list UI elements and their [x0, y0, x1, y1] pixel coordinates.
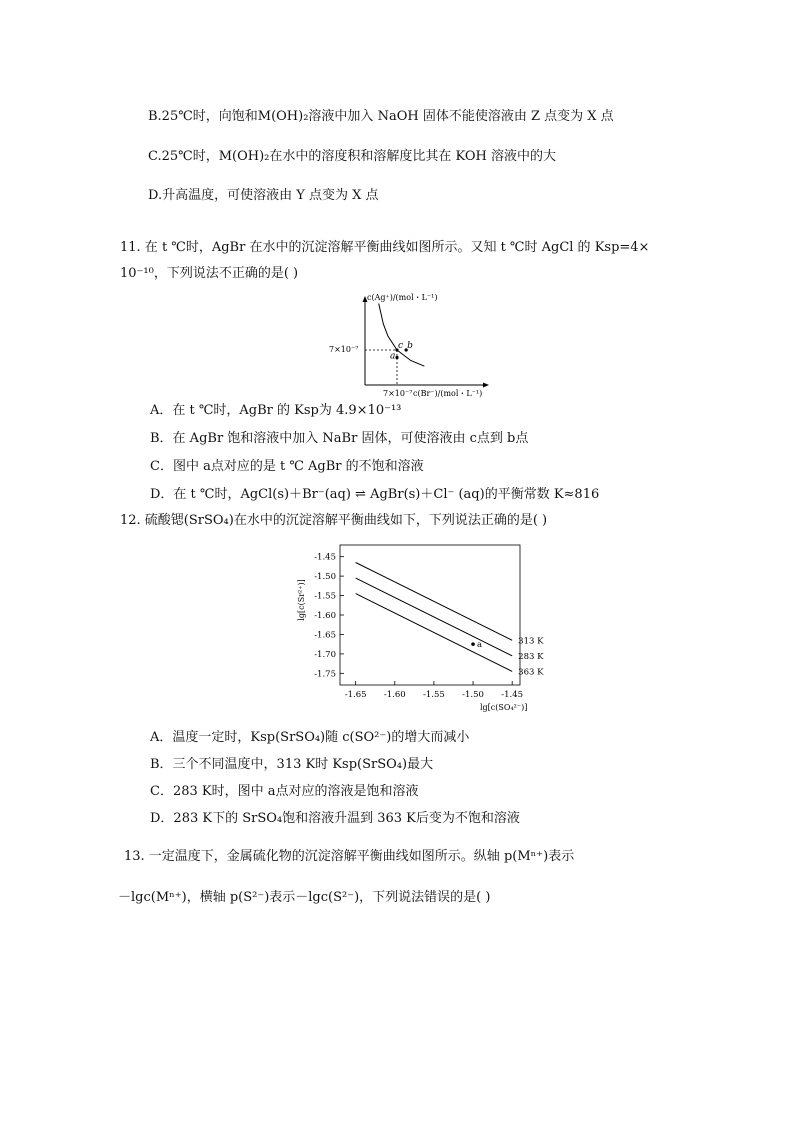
q12-y-tick-label: -1.55 — [314, 591, 336, 602]
q12-option-a: A．温度一定时，Ksp(SrSO₄)随 c(SO²⁻)的增大而减小 — [150, 730, 470, 745]
q12-point-a — [471, 642, 475, 646]
q12-y-tick-label: -1.50 — [314, 572, 336, 583]
q11-x-axis-label: c(Br⁻)/(mol・L⁻¹) — [413, 389, 483, 398]
q12-option-b: B．三个不同温度中，313 K时 Ksp(SrSO₄)最大 — [150, 757, 434, 772]
q12-srso4-chart — [290, 540, 544, 715]
prev-option-d: D.升高温度，可使溶液由 Y 点变为 X 点 — [148, 188, 379, 203]
q12-line-283k — [356, 578, 513, 656]
q12-y-tick-label: -1.75 — [314, 669, 336, 680]
q12-option-c: C．283 K时，图中 a点对应的溶液是饱和溶液 — [150, 784, 419, 799]
q11-point-label-c: c — [398, 341, 404, 351]
q11-option-b: B．在 AgBr 饱和溶液中加入 NaBr 固体，可使溶液由 c点到 b点 — [150, 431, 529, 446]
q12-x-axis-label: lg[c(SO₄²⁻)] — [480, 703, 528, 712]
prev-option-b: B.25℃时，向饱和M(OH)₂溶液中加入 NaOH 固体不能使溶液由 Z 点变为 X 点 — [148, 109, 614, 124]
q11-point-label-a: a — [390, 351, 396, 362]
q12-y-tick-label: -1.65 — [314, 630, 336, 641]
q12-line-label: 363 K — [518, 667, 544, 678]
q11-option-a: A．在 t ℃时，AgBr 的 Ksp为 4.9×10⁻¹³ — [150, 403, 402, 418]
q12-y-tick-label: -1.70 — [314, 649, 336, 660]
q12-y-tick-label: -1.60 — [314, 611, 336, 621]
q11-stem-line1: 11. 在 t ℃时，AgBr 在水中的沉淀溶解平衡曲线如图所示。又知 t ℃时 AgCl 的 Ksp=4× — [120, 240, 650, 255]
q12-y-tick-label: -1.45 — [314, 552, 336, 563]
q11-point-a — [395, 356, 398, 359]
q11-stem-line2: 10⁻¹⁰，下列说法不正确的是( ) — [120, 266, 299, 281]
q11-option-d: D．在 t ℃时，AgCl(s)＋Br⁻(aq) ⇌ AgBr(s)＋Cl⁻ (aq)的平衡常数 K≈816 — [150, 487, 600, 502]
q12-point-label-a: a — [477, 640, 483, 651]
q13-stem-line2: －lgc(Mⁿ⁺)，横轴 p(S²⁻)表示－lgc(S²⁻)，下列说法错误的是( ) — [118, 890, 491, 905]
q13-stem-line1: 13. 一定温度下，金属硫化物的沉淀溶解平衡曲线如图所示。纵轴 p(Mⁿ⁺)表示 — [124, 849, 575, 864]
q11-point-label-b: b — [407, 341, 413, 351]
q12-x-tick-label: -1.55 — [423, 690, 445, 700]
q12-x-tick-label: -1.45 — [501, 690, 524, 700]
q12-line-label: 283 K — [518, 651, 544, 662]
q12-x-tick-label: -1.60 — [383, 690, 406, 700]
q11-curve-agbr — [379, 304, 425, 367]
q12-y-axis-label: lg[c(Sr²⁺)] — [297, 579, 306, 621]
q12-option-d: D．283 K下的 SrSO₄饱和溶液升温到 363 K后变为不饱和溶液 — [150, 811, 520, 826]
q12-line-313k — [356, 563, 513, 641]
q12-x-tick-label: -1.65 — [344, 690, 367, 700]
q12-line-363k — [356, 594, 513, 672]
q11-x-tick-label: 7×10⁻⁷ — [383, 389, 413, 398]
q12-x-tick-label: -1.50 — [462, 690, 484, 700]
q11-option-c: C．图中 a点对应的是 t ℃ AgBr 的不饱和溶液 — [150, 459, 424, 474]
q11-y-axis-label: c(Ag⁺)/(mol・L⁻¹) — [367, 293, 438, 302]
q12-line-label: 313 K — [518, 636, 544, 647]
q11-y-tick-label: 7×10⁻⁷ — [329, 345, 359, 354]
prev-option-c: C.25℃时，M(OH)₂在水中的溶度积和溶解度比其在 KOH 溶液中的大 — [148, 149, 556, 164]
q11-agbr-chart — [325, 290, 515, 400]
q12-stem: 12. 硫酸锶(SrSO₄)在水中的沉淀溶解平衡曲线如下，下列说法正确的是( ) — [120, 513, 548, 528]
